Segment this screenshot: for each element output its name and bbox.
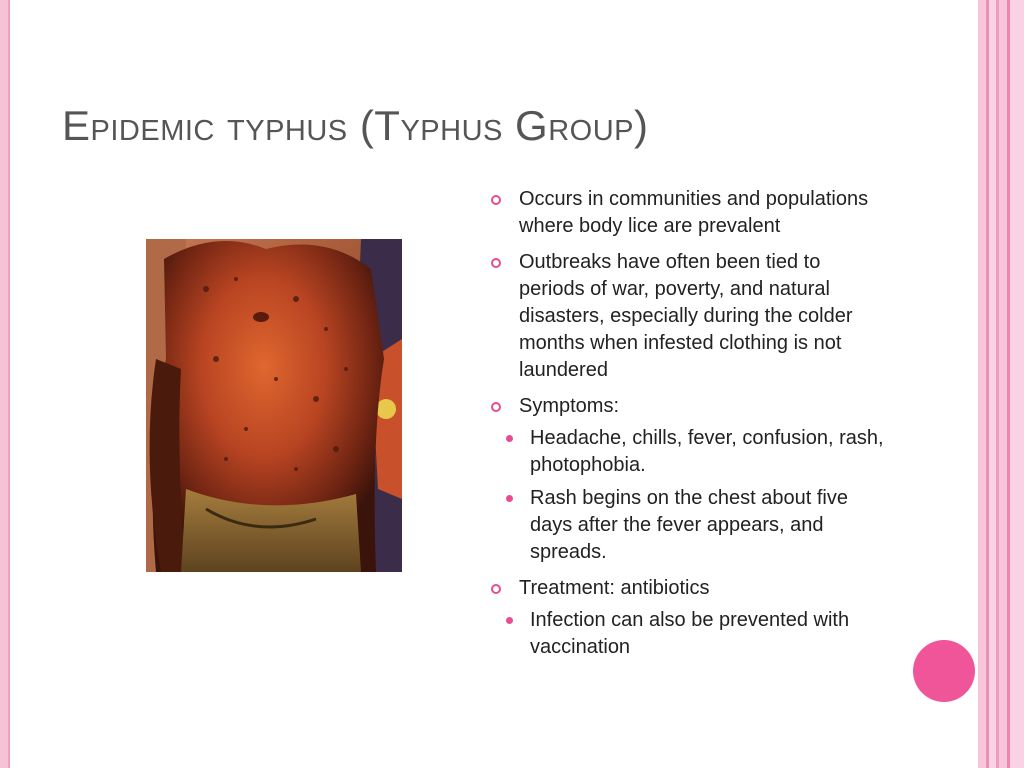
bullet-content xyxy=(488,186,888,670)
ring-bullet-icon xyxy=(491,584,501,594)
sub-bullet-text: Headache, chills, fever, confusion, rash, photophobia. xyxy=(530,427,884,476)
ring-bullet-icon xyxy=(491,258,501,268)
right-decorative-stripes xyxy=(978,0,1024,768)
bullet-text: Occurs in communities and populations where body lice are prevalent xyxy=(519,188,869,237)
sub-bullet-list xyxy=(519,425,888,566)
bullet-item xyxy=(488,393,888,566)
slide-title: Epidemic typhus (Typhus Group) xyxy=(62,102,649,149)
bullet-item xyxy=(488,249,888,384)
bullet-text: Outbreaks have often been tied to periods of war, poverty, and natural disasters, especially during the colder months when infested clothing is not laundered xyxy=(519,251,853,381)
bullet-item xyxy=(488,186,888,240)
dot-bullet-icon xyxy=(506,617,513,624)
left-frame-border xyxy=(0,0,10,768)
dot-bullet-icon xyxy=(506,435,513,442)
patient-photo xyxy=(146,239,402,572)
sub-bullet-text: Rash begins on the chest about five days after the fever appears, and spreads. xyxy=(530,487,848,563)
sub-bullet-list xyxy=(519,607,888,661)
decorative-pink-circle xyxy=(913,640,975,702)
bullet-text: Treatment: antibiotics xyxy=(519,577,710,599)
ring-bullet-icon xyxy=(491,402,501,412)
bullet-list xyxy=(488,186,888,661)
bullet-text: Symptoms: xyxy=(519,395,620,417)
sub-bullet-item xyxy=(488,485,888,566)
dot-bullet-icon xyxy=(506,495,513,502)
ring-bullet-icon xyxy=(491,195,501,205)
sub-bullet-item xyxy=(488,425,888,479)
sub-bullet-text: Infection can also be prevented with vaccination xyxy=(530,609,850,658)
sub-bullet-item xyxy=(488,607,888,661)
bullet-item xyxy=(488,575,888,661)
